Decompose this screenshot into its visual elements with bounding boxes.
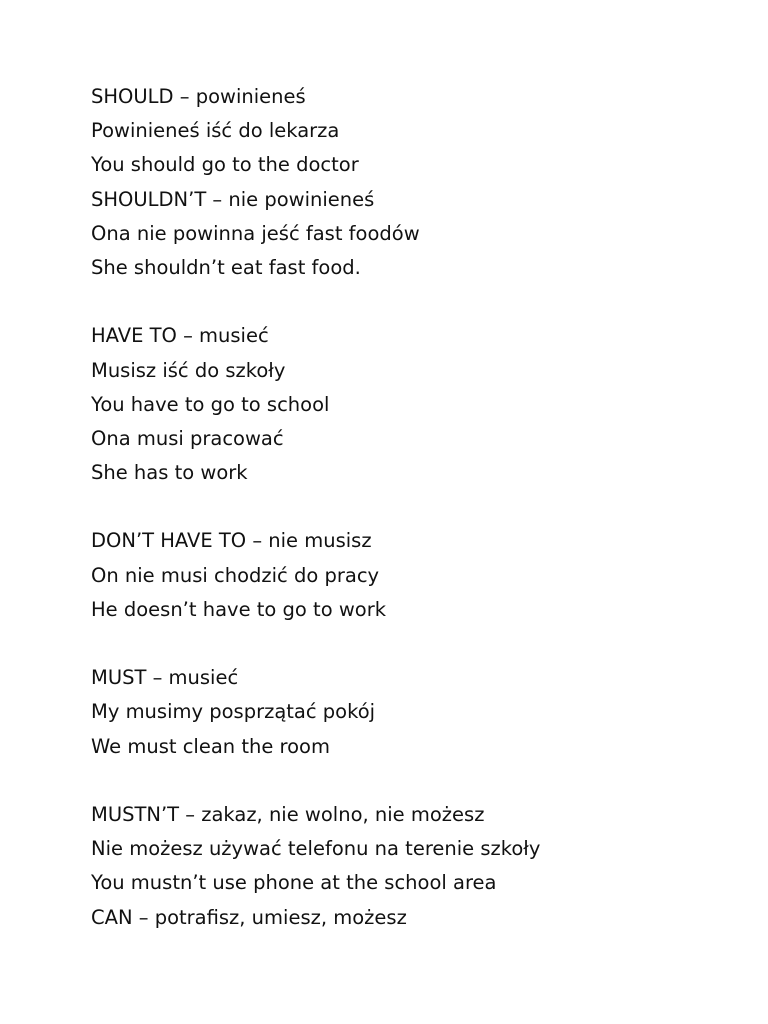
text-line: Nie możesz używać telefonu na terenie szkoły xyxy=(91,837,541,861)
text-line: Powinieneś iść do lekarza xyxy=(91,119,340,143)
text-line: MUST – musieć xyxy=(91,666,239,690)
text-line: SHOULDN’T – nie powinieneś xyxy=(91,187,375,211)
blank-line xyxy=(91,627,728,661)
text-line: My musimy posprzątać pokój xyxy=(91,700,376,724)
text-line: You have to go to school xyxy=(91,392,330,416)
text-line: SHOULD – powinieneś xyxy=(91,85,306,108)
blank-line xyxy=(91,764,728,798)
text-line: Ona musi pracować xyxy=(91,426,284,450)
text-line: HAVE TO – musieć xyxy=(91,324,269,348)
blank-line xyxy=(91,490,728,524)
text-line: Ona nie powinna jeść fast foodów xyxy=(91,221,420,245)
text-line: On nie musi chodzić do pracy xyxy=(91,563,380,587)
text-line: DON’T HAVE TO – nie musisz xyxy=(91,529,372,553)
text-line: We must clean the room xyxy=(91,734,330,758)
text-line: MUSTN’T – zakaz, nie wolno, nie możesz xyxy=(91,802,485,826)
text-line: She has to work xyxy=(91,461,248,485)
text-line: He doesn’t have to go to work xyxy=(91,597,387,621)
text-line: You should go to the doctor xyxy=(91,153,359,177)
text-line: She shouldn’t eat fast food. xyxy=(91,255,361,279)
document-body xyxy=(91,80,728,935)
blank-line xyxy=(91,285,728,319)
text-line: CAN – potrafisz, umiesz, możesz xyxy=(91,905,407,929)
text-line: You mustn’t use phone at the school area xyxy=(91,871,497,895)
text-line: Musisz iść do szkoły xyxy=(91,358,286,382)
